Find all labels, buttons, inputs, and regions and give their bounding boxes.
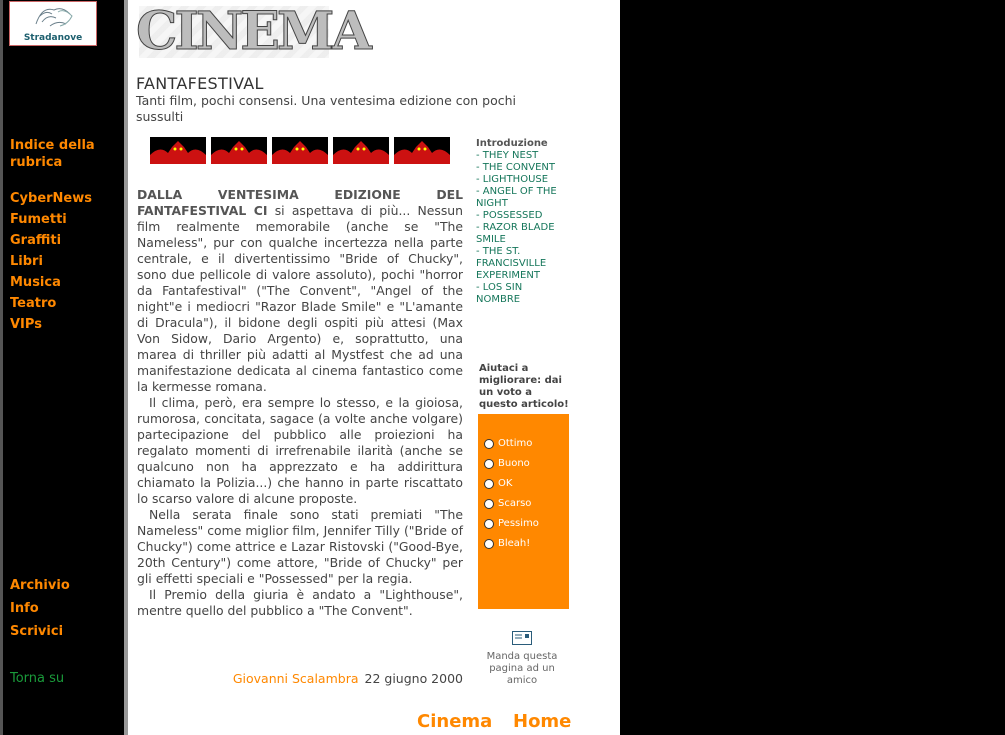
toc-item[interactable]: - RAZOR BLADE SMILE [476, 222, 555, 245]
page-title: FANTAFESTIVAL [136, 74, 264, 93]
nav-vips[interactable]: VIPs [10, 317, 42, 332]
toc-item[interactable]: - LOS SIN NOMBRE [476, 282, 523, 305]
nav-scrivici[interactable]: Scrivici [10, 624, 64, 639]
vote-radio-bleah[interactable] [484, 539, 494, 549]
article-paragraph: Nella serata finale sono stati premiati "The Nameless" come miglior film, Jennifer Tilly ("Bride of Chucky") come attrice e Lazar Ristovski ("Good-Bye, 20th Century") come attore, "Bride of Chucky" per gli effetti speciali e "Possessed" per la regia. [137, 507, 463, 586]
vote-radio-ottimo[interactable] [484, 439, 494, 449]
nav-libri[interactable]: Libri [10, 254, 43, 269]
toc-item[interactable]: - ANGEL OF THE NIGHT [476, 186, 557, 209]
nav-graffiti[interactable]: Graffiti [10, 233, 62, 248]
nav-fumetti[interactable]: Fumetti [10, 212, 67, 227]
vote-option [484, 458, 530, 469]
vote-option [484, 498, 531, 509]
thumbnail-image [394, 137, 450, 164]
face-sketch-icon [32, 4, 76, 30]
send-to-friend-link[interactable]: Manda questa pagina ad un amico [486, 651, 558, 686]
nav-index-line1: Indice della [10, 138, 95, 153]
vote-option-label: Scarso [498, 498, 532, 509]
thumbnail-image [211, 137, 267, 164]
article-lead: DALLA VENTESIMA EDIZIONE DEL FANTAFESTIVAL CI [137, 187, 463, 218]
main-content [128, 0, 620, 735]
logo-text: Stradanove [23, 33, 83, 43]
vote-radio-pessimo[interactable] [484, 519, 494, 529]
nav-index-link[interactable] [10, 138, 95, 170]
vote-option [484, 518, 539, 529]
article-paragraph [137, 187, 463, 395]
vote-radio-ok[interactable] [484, 479, 494, 489]
vote-option [484, 478, 512, 489]
author-link[interactable]: Giovanni Scalambra [232, 671, 359, 686]
vote-panel [478, 414, 569, 609]
stradanove-logo[interactable] [9, 1, 97, 46]
article-paragraph: Il Premio della giuria è andato a "Lighthouse", mentre quello del pubblico a "The Convent". [137, 587, 463, 618]
toc-item[interactable]: - THE ST. FRANCISVILLE EXPERIMENT [476, 246, 547, 281]
home-link[interactable]: Home [513, 711, 572, 732]
vote-option-label: Pessimo [498, 518, 539, 529]
vote-radio-scarso[interactable] [484, 499, 494, 509]
back-to-top-link[interactable]: Torna su [10, 671, 65, 686]
article-date: 22 giugno 2000 [364, 671, 463, 686]
toc-item[interactable]: - THEY NEST [476, 150, 539, 161]
article-body [137, 187, 463, 619]
toc-item[interactable]: - THE CONVENT [476, 162, 555, 173]
thumbnail-image [150, 137, 206, 164]
nav-info[interactable]: Info [10, 601, 39, 616]
vote-option-label: Ottimo [498, 438, 533, 449]
vote-option [484, 438, 532, 449]
toc-heading: Introduzione [476, 138, 548, 149]
toc-item[interactable]: - LIGHTHOUSE [476, 174, 549, 185]
nav-teatro[interactable]: Teatro [10, 296, 57, 311]
article-paragraph: Il clima, però, era sempre lo stesso, e la gioiosa, rumorosa, concitata, sagace (a volte anche volgare) partecipazione del pubblico alle proiezioni ha regalato momenti di irrefrenabile ilarità (anche se qualcuno non ha apprezzato e ha addirittura chiamato la Polizia...) che hanno in parte riscattato lo scarso valore di alcune proposte. [137, 395, 463, 506]
thumbnail-image [272, 137, 328, 164]
nav-cybernews[interactable]: CyberNews [10, 191, 92, 206]
article-text: si aspettava di più... Nessun film realmente memorabile (anche se "The Nameless", pur con qualche incertezza nella parte centrale, e il divertentissimo "Bride of Chucky", sono due pellicole di valore assoluto), pochi "horror da Fantafestival" ("The Convent", "Angel of the night"e i mediocri "Razor Blade Smile" e "L'amante di Dracula"), il bidone degli ospiti più attesi (Max Von Sidow, Dario Argento) e, soprattutto, una marea di thriller più adatti al Mystfest che ad una manifestazione dedicata al cinema fantastico come la kermesse romana. [137, 203, 463, 394]
cinema-banner [136, 1, 369, 62]
nav-index-line2: rubrica [10, 155, 63, 170]
thumbnail-image [333, 137, 389, 164]
sidebar [0, 0, 124, 735]
vote-prompt: Aiutaci a migliorare: dai un voto a questo articolo! [479, 363, 569, 410]
vote-option [484, 538, 530, 549]
toc-item[interactable]: - POSSESSED [476, 210, 543, 221]
nav-archivio[interactable]: Archivio [10, 578, 70, 593]
vote-option-label: Bleah! [498, 538, 531, 549]
table-of-contents [476, 138, 568, 306]
byline [233, 671, 463, 686]
vote-radio-buono[interactable] [484, 459, 494, 469]
mail-icon[interactable] [512, 631, 532, 645]
banner-text: CINEMA [136, 1, 369, 62]
thumbnail-strip [150, 137, 450, 164]
vote-option-label: Buono [498, 458, 530, 469]
page-subtitle: Tanti film, pochi consensi. Una ventesima edizione con pochi sussulti [136, 93, 517, 124]
cinema-link[interactable]: Cinema [417, 711, 493, 732]
vote-option-label: OK [498, 478, 513, 489]
nav-musica[interactable]: Musica [10, 275, 61, 290]
